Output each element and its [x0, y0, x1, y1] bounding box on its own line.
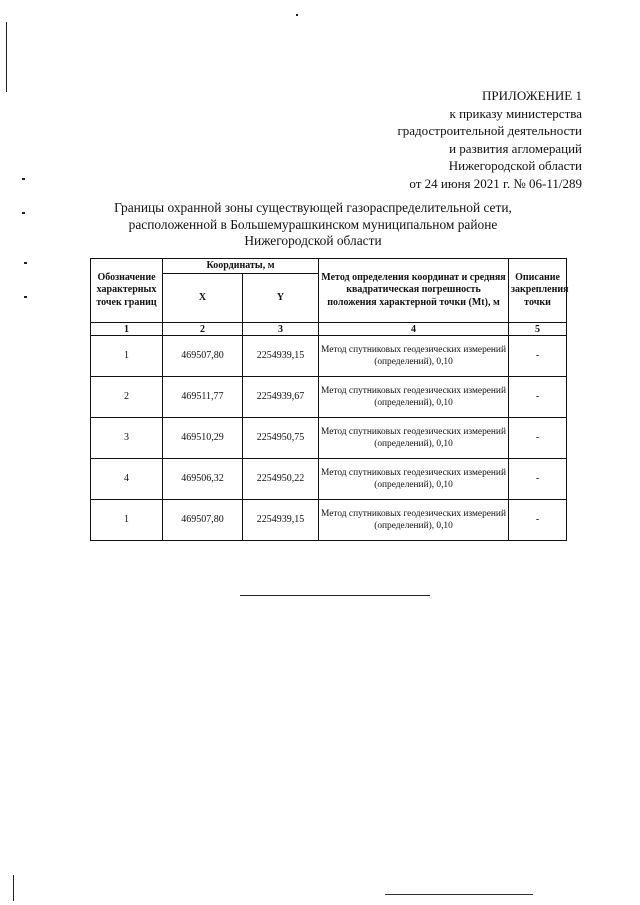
- x-cell: 469507,80: [163, 336, 243, 377]
- appendix-line: к приказу министерства: [449, 105, 582, 121]
- point-cell: 2: [91, 377, 163, 418]
- method-cell: Метод спутниковых геодезических измерений (определений), 0,10: [319, 336, 509, 377]
- header-description: Описание закрепления точки: [509, 259, 567, 323]
- scan-dot: [24, 296, 27, 298]
- header-point: Обозначение характерных точек границ: [91, 259, 163, 323]
- table-row: [91, 500, 567, 541]
- table-row: [91, 459, 567, 500]
- table-row: [91, 377, 567, 418]
- description-cell: -: [509, 500, 567, 541]
- point-cell: 1: [91, 500, 163, 541]
- document-title-line: Нижегородской области: [244, 233, 382, 249]
- column-number: 1: [91, 323, 163, 336]
- scan-dot: [24, 262, 27, 264]
- appendix-line: градостроительной деятельности: [397, 123, 582, 139]
- point-cell: 1: [91, 336, 163, 377]
- x-cell: 469511,77: [163, 377, 243, 418]
- description-cell: -: [509, 377, 567, 418]
- header-coordinates: Координаты, м: [163, 259, 319, 274]
- column-number: 3: [243, 323, 319, 336]
- scan-dot: [22, 212, 25, 214]
- header-x: X: [163, 274, 243, 323]
- signature-divider: [240, 595, 430, 596]
- y-cell: 2254950,75: [243, 418, 319, 459]
- y-cell: 2254939,67: [243, 377, 319, 418]
- column-number: 5: [509, 323, 567, 336]
- x-cell: 469507,80: [163, 500, 243, 541]
- table-row: [91, 336, 567, 377]
- document-title-line: расположенной в Большемурашкинском муниципальном районе: [128, 216, 498, 232]
- document-title: [90, 200, 536, 250]
- column-number: 4: [319, 323, 509, 336]
- method-cell: Метод спутниковых геодезических измерений (определений), 0,10: [319, 418, 509, 459]
- description-cell: -: [509, 418, 567, 459]
- y-cell: 2254950,22: [243, 459, 319, 500]
- scan-edge-mark: [6, 22, 7, 92]
- column-numbers-row: [91, 323, 567, 336]
- scan-dot: [22, 178, 25, 180]
- header-method: Метод определения координат и средняя квадратическая погрешность положения характерной точки (Mt), м: [319, 259, 509, 323]
- document-title-line: Границы охранной зоны существующей газораспределительной сети,: [114, 200, 512, 215]
- column-number: 2: [163, 323, 243, 336]
- y-cell: 2254939,15: [243, 500, 319, 541]
- y-cell: 2254939,15: [243, 336, 319, 377]
- appendix-line: от 24 июня 2021 г. № 06-11/289: [409, 175, 582, 191]
- bottom-divider: [385, 894, 533, 895]
- appendix-title: ПРИЛОЖЕНИЕ 1: [482, 88, 582, 103]
- appendix-line: Нижегородской области: [448, 158, 582, 174]
- header-y: Y: [243, 274, 319, 323]
- description-cell: -: [509, 459, 567, 500]
- method-cell: Метод спутниковых геодезических измерений (определений), 0,10: [319, 500, 509, 541]
- point-cell: 4: [91, 459, 163, 500]
- coordinates-table: [90, 258, 567, 541]
- method-cell: Метод спутниковых геодезических измерений (определений), 0,10: [319, 459, 509, 500]
- x-cell: 469506,32: [163, 459, 243, 500]
- scan-edge-mark: [13, 875, 14, 901]
- appendix-header: [322, 87, 582, 193]
- method-cell: Метод спутниковых геодезических измерений (определений), 0,10: [319, 377, 509, 418]
- appendix-line: и развития агломераций: [449, 140, 582, 156]
- point-cell: 3: [91, 418, 163, 459]
- scan-dot: [296, 14, 298, 16]
- table-row: [91, 418, 567, 459]
- description-cell: -: [509, 336, 567, 377]
- x-cell: 469510,29: [163, 418, 243, 459]
